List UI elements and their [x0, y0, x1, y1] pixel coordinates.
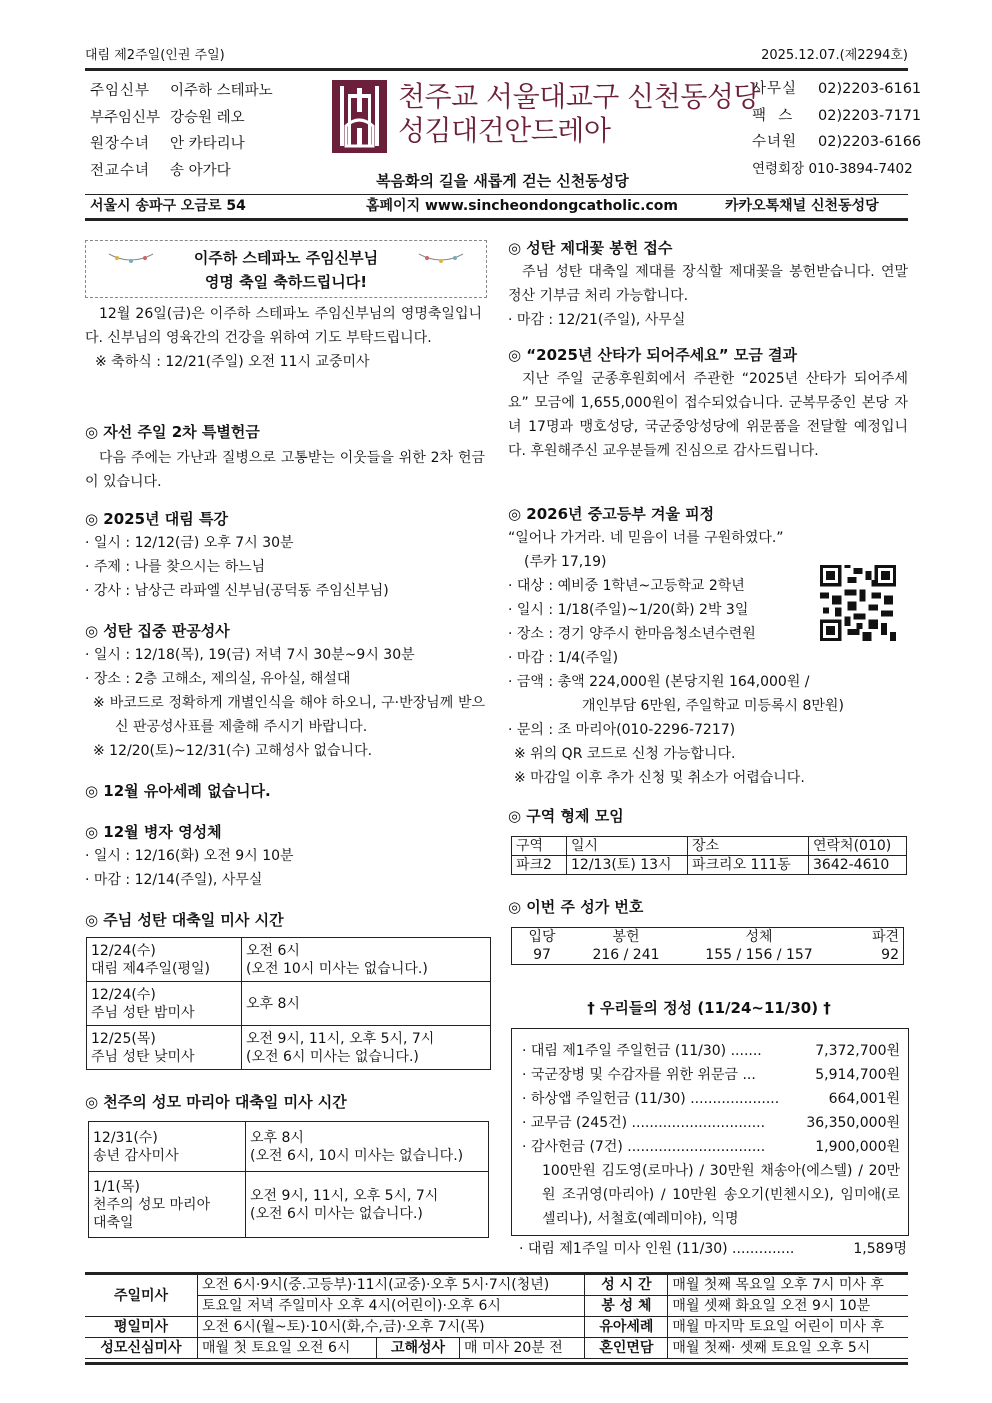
mass-date: 12/24(수)	[91, 986, 156, 1003]
retreat-reference: (루카 17,19)	[524, 554, 607, 570]
mass-time: 오전 9시, 11시, 오후 5시, 7시	[250, 1187, 439, 1204]
retreat-note: ※ 마감일 이후 추가 신청 및 취소가 어렵습니다.	[514, 770, 805, 786]
mass-name: 대림 제4주일(평일)	[91, 960, 210, 977]
table-row	[85, 1296, 908, 1317]
advent-item: · 주제 : 나를 찾으시는 하느님	[85, 559, 266, 575]
offering-amount: 1,900,000원	[815, 1139, 900, 1155]
table-row	[89, 1172, 489, 1238]
contact-list	[752, 76, 921, 182]
christmas-mass-title: ◎ 주님 성탄 대축일 미사 시간	[85, 911, 284, 929]
schedule-value: 오전 6시(월~토)·10시(화,수,금)·오후 7시(목)	[198, 1317, 585, 1338]
confession-section	[85, 619, 485, 763]
table-row	[87, 1026, 491, 1070]
table-header-row	[512, 928, 904, 947]
retreat-quote: “일어나 가거라. 네 믿음이 너를 구원하였다.”	[508, 530, 784, 546]
retreat-item: · 장소 : 경기 양주시 한마음청소년수련원	[508, 626, 756, 642]
mass-name: 주님 성탄 낮미사	[91, 1048, 195, 1065]
mary-mass-table	[88, 1121, 489, 1238]
clergy-row	[90, 158, 273, 185]
offering-amount: 5,914,700원	[815, 1067, 900, 1083]
offering-row	[522, 1039, 900, 1063]
kakao-channel: 카카오톡채널 신천동성당	[725, 198, 879, 214]
mary-mass-title: ◎ 천주의 성모 마리아 대축일 미사 시간	[85, 1093, 347, 1111]
issue-sunday: 대림 제2주일(인권 주일)	[85, 48, 225, 63]
clergy-name: 이주하 스테파노	[170, 83, 273, 99]
church-logo	[332, 80, 387, 153]
retreat-note: ※ 위의 QR 코드로 신청 가능합니다.	[514, 746, 736, 762]
table-row	[85, 1317, 908, 1338]
offering-list	[522, 1039, 900, 1231]
schedule-value: 매 미사 20분 전	[460, 1338, 585, 1359]
table-header: 구역	[512, 837, 567, 856]
table-cell	[87, 982, 242, 1026]
schedule-value: 매월 첫째 목요일 오후 7시 미사 후	[668, 1275, 908, 1296]
clergy-list	[90, 78, 273, 184]
schedule-value: 매월 첫 토요일 오전 6시	[198, 1338, 377, 1359]
clergy-name: 강승원 레오	[170, 109, 245, 126]
hymn-number: 155 / 156 / 157	[680, 946, 838, 965]
offering-label: · 감사헌금 (7건) ...............................	[522, 1139, 766, 1155]
advent-item: · 일시 : 12/12(금) 오후 7시 30분	[85, 535, 294, 551]
charity-body: 다음 주에는 가난과 질병으로 고통받는 이웃들을 위한 2차 헌금이 있습니다.	[85, 450, 485, 490]
clergy-role: 부주임신부	[90, 109, 161, 126]
santa-body: 지난 주일 군종후원회에서 주관한 “2025년 산타가 되어주세요” 모금에 1,655,000원이 접수되었습니다. 군복무중인 본당 자녀 17명과 맹호성당, 국군중앙성당에 위문품을 전달할 예정입니다. 후원해주신 교우분들께 진심으로 감사드립니다.	[508, 371, 908, 459]
table-cell	[242, 982, 491, 1026]
schedule-value: 매월 마지막 토요일 어린이 미사 후	[668, 1317, 908, 1338]
retreat-item: · 문의 : 조 마리아(010-2296-7217)	[508, 722, 736, 738]
address-rule-top	[85, 194, 908, 195]
christmas-mass-table	[86, 937, 491, 1070]
table-cell: 3642-4610	[809, 856, 907, 875]
mass-date: 12/31(수)	[93, 1129, 158, 1146]
contact-row	[752, 156, 921, 183]
table-header: 파견	[838, 928, 904, 947]
table-row	[87, 982, 491, 1026]
table-cell: 12/13(토) 13시	[567, 856, 688, 875]
schedule-label: 평일미사	[85, 1317, 198, 1338]
offering-amount: 664,001원	[828, 1091, 900, 1107]
contact-label: 수녀원	[752, 134, 798, 150]
hymn-number: 97	[512, 946, 573, 965]
celebration-text: 12월 26일(금)은 이주하 스테파노 주임신부님의 영명축일입니다. 신부님의 영육간의 건강을 위하여 기도 부탁드립니다.	[85, 306, 482, 346]
mass-name: 주님 성탄 밤미사	[91, 1004, 195, 1021]
winter-retreat-section	[508, 502, 908, 790]
attendance-row	[511, 1238, 907, 1260]
clergy-row	[90, 78, 273, 105]
clergy-role: 원장수녀	[90, 136, 151, 152]
celebration-note: ※ 축하식 : 12/21(주일) 오전 11시 교중미사	[95, 354, 370, 370]
confession-item: · 일시 : 12/18(목), 19(금) 저녁 7시 30분~9시 30분	[85, 647, 415, 663]
mass-date: 1/1(목)	[93, 1178, 140, 1195]
schedule-value: 매월 첫째· 셋째 토요일 오후 5시	[668, 1338, 908, 1359]
hymn-number: 216 / 241	[572, 946, 680, 965]
celebration-body	[85, 302, 482, 374]
church-address: 서울시 송파구 오금로 54	[90, 198, 246, 214]
mass-name: 천주의 성모 마리아	[93, 1196, 211, 1213]
clergy-role: 주임신부	[90, 83, 151, 99]
offering-label: · 대림 제1주일 주일헌금 (11/30) .......	[522, 1043, 762, 1059]
schedule-label: 혼인면담	[585, 1338, 668, 1359]
schedule-label: 성 시 간	[585, 1275, 668, 1296]
flowers-body: 주님 성탄 대축일 제대를 장식할 제대꽃을 봉헌받습니다. 연말정산 기부금 처리 가능합니다.	[508, 264, 908, 304]
table-cell: 파크리오 111동	[688, 856, 809, 875]
schedule-value: 오전 6시·9시(중.고등부)·11시(교중)·오후 5시·7시(청년)	[198, 1275, 585, 1296]
sick-item: · 마감 : 12/14(주일), 사무실	[85, 872, 263, 888]
table-cell	[89, 1172, 246, 1238]
advent-item: · 강사 : 남상근 라파엘 신부님(공덕동 주임신부님)	[85, 583, 389, 599]
celebration-subtitle: 영명 축일 축하드립니다!	[204, 273, 368, 291]
offering-title: † 우리들의 정성 (11/24~11/30) †	[587, 999, 831, 1017]
table-cell	[87, 1026, 242, 1070]
mass-note: (오전 6시 미사는 없습니다.)	[246, 1048, 419, 1065]
santa-fund-section	[508, 343, 908, 463]
clergy-row	[90, 131, 273, 158]
baptism-notice: ◎ 12월 유아세례 없습니다.	[85, 782, 271, 800]
table-cell	[246, 1172, 489, 1238]
hymns-title: ◎ 이번 주 성가 번호	[508, 898, 644, 916]
hymns-table	[511, 927, 904, 965]
clergy-role: 전교수녀	[90, 162, 151, 179]
table-cell: 파크2	[512, 856, 567, 875]
retreat-item: · 대상 : 예비중 1학년~고등학교 2학년	[508, 578, 745, 594]
mass-name: 송년 감사미사	[93, 1147, 179, 1164]
attendance-label: · 대림 제1주일 미사 인원 (11/30) ..............	[519, 1241, 795, 1257]
table-row	[512, 946, 904, 965]
retreat-qr-code[interactable]	[820, 565, 896, 641]
confession-title: ◎ 성탄 집중 판공성사	[85, 622, 230, 640]
attendance-value: 1,589명	[853, 1241, 907, 1257]
schedule-label: 성모신심미사	[85, 1338, 198, 1359]
advent-title: ◎ 2025년 대림 특강	[85, 510, 228, 528]
retreat-item: · 마감 : 1/4(주일)	[508, 650, 619, 666]
table-cell	[242, 938, 491, 982]
confession-item: · 장소 : 2층 고해소, 제의실, 유아실, 해설대	[85, 671, 351, 687]
schedule-value: 토요일 저녁 주일미사 오후 4시(어린이)·오후 6시	[198, 1296, 585, 1317]
table-header: 장소	[688, 837, 809, 856]
table-cell	[246, 1122, 489, 1172]
mass-name-cont: 대축일	[93, 1214, 134, 1231]
district-title: ◎ 구역 형제 모임	[508, 807, 624, 825]
santa-title: ◎ “2025년 산타가 되어주세요” 모금 결과	[508, 346, 798, 364]
contact-row	[752, 103, 921, 130]
offering-label: · 교무금 (245건) ..............................	[522, 1115, 766, 1131]
table-header: 봉헌	[572, 928, 680, 947]
church-motto: 복음화의 길을 새롭게 걷는 신천동성당	[376, 172, 629, 190]
confession-note: ※ 12/20(토)~12/31(수) 고해성사 없습니다.	[93, 743, 373, 759]
advent-lecture-section	[85, 507, 485, 603]
clergy-name: 송 아가다	[170, 162, 231, 179]
contact-label: 사무실	[752, 81, 798, 97]
sick-title: ◎ 12월 병자 영성체	[85, 823, 222, 841]
clergy-row	[90, 105, 273, 132]
feast-celebration-box	[85, 240, 487, 298]
offering-row	[522, 1063, 900, 1087]
contact-row	[752, 76, 921, 103]
mass-schedule-table	[85, 1274, 908, 1359]
table-row	[512, 856, 907, 875]
mass-time: 오후 8시	[250, 1129, 304, 1146]
mass-date: 12/25(목)	[91, 1030, 156, 1047]
issue-date: 2025.12.07.(제2294호)	[761, 48, 908, 63]
mass-note: (오전 6시, 10시 미사는 없습니다.)	[250, 1147, 464, 1164]
confession-note: ※ 바코드로 정확하게 개별인식을 해야 하오니, 구·반장님께 받으신 판공성사표를 제출해 주시기 바랍니다.	[93, 695, 485, 735]
table-header: 성체	[680, 928, 838, 947]
flowers-item: · 마감 : 12/21(주일), 사무실	[508, 312, 686, 328]
contact-value: 02)2203-6161	[818, 81, 922, 97]
offering-row	[522, 1111, 900, 1135]
retreat-item: · 일시 : 1/18(주일)~1/20(화) 2박 3일	[508, 602, 749, 618]
sick-communion-section	[85, 820, 485, 892]
charity-section	[85, 420, 485, 494]
retreat-title: ◎ 2026년 중고등부 겨울 피정	[508, 505, 715, 523]
contact-value: 010-3894-7402	[808, 160, 913, 177]
hymn-number: 92	[838, 946, 904, 965]
retreat-item: · 금액 : 총액 224,000원 (본당지원 164,000원 /	[508, 674, 810, 690]
table-header: 입당	[512, 928, 573, 947]
offering-label: · 국군장병 및 수감자를 위한 위문금 ...	[522, 1067, 756, 1083]
mass-time: 오전 9시, 11시, 오후 5시, 7시	[246, 1030, 435, 1047]
offering-label: · 하상앱 주일헌금 (11/30) ....................	[522, 1091, 780, 1107]
issue-header	[85, 46, 908, 68]
charity-title: ◎ 자선 주일 2차 특별헌금	[85, 423, 260, 441]
church-patron: 성김대건안드레아	[398, 114, 611, 147]
offering-amount: 36,350,000원	[806, 1115, 900, 1131]
sick-item: · 일시 : 12/16(화) 오전 9시 10분	[85, 848, 294, 864]
header-rule	[85, 68, 908, 71]
schedule-rule-bottom	[85, 1362, 908, 1365]
mass-note: (오전 6시 미사는 없습니다.)	[250, 1205, 423, 1222]
altar-flower-section	[508, 236, 908, 332]
contact-value: 02)2203-6166	[818, 134, 922, 150]
table-header: 일시	[567, 837, 688, 856]
offering-donors: 100만원 김도영(로마나) / 30만원 채송아(에스텔) / 20만원 조귀영(마리아) / 10만원 송오기(빈첸시오), 임미애(로셀리나), 서철호(예레미야), 익명	[542, 1163, 900, 1227]
church-title: 천주교 서울대교구 신천동성당	[398, 80, 760, 113]
offering-amount: 7,372,700원	[815, 1043, 900, 1059]
mass-time: 오전 6시	[246, 942, 300, 959]
district-table	[511, 836, 907, 875]
table-row	[89, 1122, 489, 1172]
mass-date: 12/24(수)	[91, 942, 156, 959]
contact-label: 팩 스	[752, 107, 794, 124]
schedule-label: 유아세례	[585, 1317, 668, 1338]
flowers-title: ◎ 성탄 제대꽃 봉헌 접수	[508, 239, 673, 257]
offering-row	[522, 1087, 900, 1111]
table-cell	[242, 1026, 491, 1070]
contact-label: 연령회장	[752, 160, 805, 177]
mass-time: 오후 8시	[246, 995, 300, 1012]
address-rule-bottom	[85, 218, 908, 221]
contact-value: 02)2203-7171	[818, 107, 922, 124]
offering-row	[522, 1135, 900, 1159]
mass-note: (오전 10시 미사는 없습니다.)	[246, 960, 428, 977]
schedule-label: 고해성사	[377, 1338, 460, 1359]
homepage-link[interactable]: 홈페이지 www.sincheondongcatholic.com	[366, 198, 679, 214]
table-row	[85, 1275, 908, 1296]
schedule-label: 봉 성 체	[585, 1296, 668, 1317]
table-cell	[87, 938, 242, 982]
contact-row	[752, 129, 921, 156]
celebration-title: 이주하 스테파노 주임신부님	[193, 249, 379, 267]
schedule-label: 주일미사	[85, 1275, 198, 1317]
schedule-value: 매월 셋째 화요일 오전 9시 10분	[668, 1296, 908, 1317]
table-row	[87, 938, 491, 982]
table-header: 연락처(010)	[809, 837, 907, 856]
table-row	[85, 1338, 908, 1359]
table-header-row	[512, 837, 907, 856]
retreat-item-cont: 개인부담 6만원, 주일학교 미등록시 8만원)	[582, 698, 844, 714]
offering-box	[511, 1028, 909, 1236]
table-cell	[89, 1122, 246, 1172]
clergy-name: 안 카타리나	[170, 136, 245, 152]
